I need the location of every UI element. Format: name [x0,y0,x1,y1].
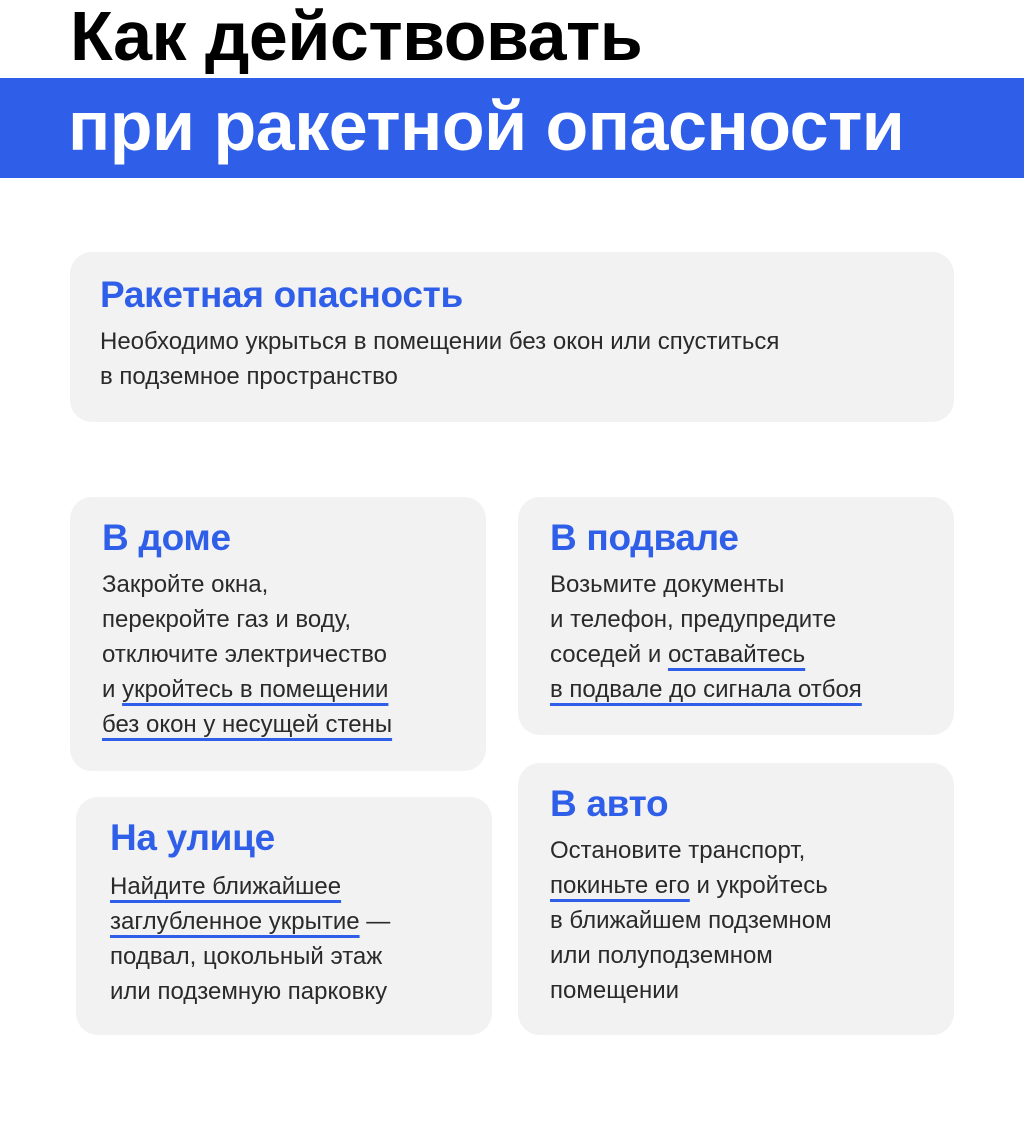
text-suffix: и укройтесь [696,872,828,899]
text-suffix: — [366,908,391,935]
card-body [550,567,862,707]
card-missile-danger [70,252,954,422]
card-body-line: в подземное пространство [100,363,398,390]
card-body-line [550,637,862,672]
card-body-line [102,707,392,742]
card-title: В авто [550,783,669,824]
card-body-line: Возьмите документы [550,571,785,598]
card-body-line: и телефон, предупредите [550,606,837,633]
emphasis-text: в подвале до сигнала отбоя [550,676,862,703]
card-body-line: или подземную парковку [110,978,388,1005]
card-body-line: помещении [550,977,680,1004]
page-title-line1: Как действовать [70,0,643,75]
card-on-street [76,797,492,1035]
card-body-line [550,672,862,707]
card-body-line [102,672,392,707]
card-body-line: или полуподземном [550,942,773,969]
card-body [550,833,832,1008]
card-body [100,324,779,394]
card-title: В доме [102,517,231,558]
card-body-line: в ближайшем подземном [550,907,832,934]
card-at-home [70,497,486,771]
emphasis-text: Найдите ближайшее [110,873,342,900]
card-title: На улице [110,817,275,858]
card-body [110,869,390,1009]
card-title: В подвале [550,517,739,558]
text-prefix: соседей и [550,641,662,668]
emphasis-text: заглубленное укрытие [110,908,360,935]
card-body-line: подвал, цокольный этаж [110,943,383,970]
card-in-car [518,763,954,1035]
card-body-line: Необходимо укрыться в помещении без окон или спуститься [100,328,780,355]
card-body-line [550,868,832,903]
emphasis-text: без окон у несущей стены [102,711,393,738]
emphasis-text: покиньте его [550,872,690,899]
page-title-line2: при ракетной опасности [68,87,905,165]
card-body [102,567,392,742]
card-body-line: Закройте окна, [102,571,269,598]
emphasis-text: укройтесь в помещении [122,676,389,703]
card-body-line: отключите электричество [102,641,387,668]
card-body-line: Остановите транспорт, [550,837,806,864]
emphasis-text: оставайтесь [667,641,806,668]
card-body-line [110,904,390,939]
card-body-line: перекройте газ и воду, [102,606,351,633]
card-title: Ракетная опасность [100,274,463,315]
text-prefix: и [102,676,116,703]
card-in-basement [518,497,954,735]
card-body-line [110,869,390,904]
